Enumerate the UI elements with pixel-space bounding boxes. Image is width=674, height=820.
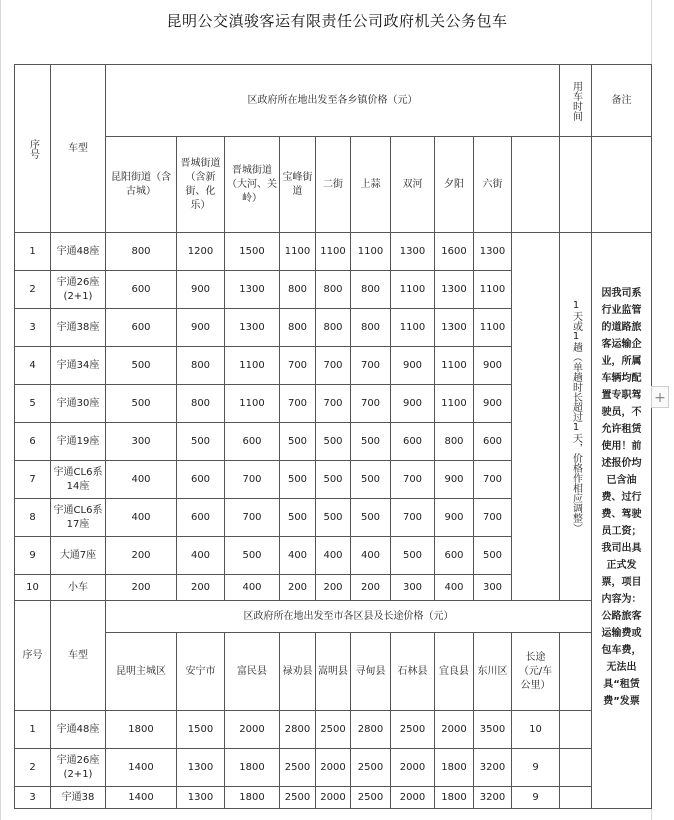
dest-header: 富民县 — [225, 633, 280, 711]
notes-cell — [592, 233, 652, 809]
section2-header-row — [15, 601, 652, 633]
price-cell: 700 — [316, 347, 351, 385]
price-cell: 500 — [351, 423, 391, 461]
price-cell: 1200 — [177, 233, 225, 271]
price-cell: 2500 — [351, 787, 391, 809]
price-cell: 1300 — [435, 309, 474, 347]
price-cell: 600 — [106, 309, 177, 347]
vehicle-type-cell: 宇通19座 — [51, 423, 106, 461]
price-cell: 500 — [177, 423, 225, 461]
price-cell: 400 — [316, 537, 351, 575]
price-cell: 9 — [512, 749, 560, 787]
price-cell: 2500 — [316, 711, 351, 749]
price-cell: 1800 — [225, 749, 280, 787]
vehicle-type-cell: 宇通38座 — [51, 309, 106, 347]
vehicle-type-cell: 宇通48座 — [51, 711, 106, 749]
price-cell: 1300 — [177, 787, 225, 809]
price-cell: 800 — [106, 233, 177, 271]
seq-cell: 6 — [15, 423, 51, 461]
price-cell: 1100 — [225, 385, 280, 423]
price-cell: 1100 — [391, 271, 435, 309]
seq-cell: 2 — [15, 749, 51, 787]
price-cell: 1300 — [177, 749, 225, 787]
vehicle-type-cell: 宇通30座 — [51, 385, 106, 423]
price-cell: 2000 — [391, 749, 435, 787]
price-cell: 400 — [435, 575, 474, 601]
dest-header: 晋城街道（大河、关岭） — [225, 137, 280, 233]
price-cell: 800 — [280, 271, 316, 309]
section1-title: 区政府所在地出发至各乡镇价格（元） — [106, 65, 560, 137]
header-row-1 — [15, 65, 652, 137]
price-cell: 1300 — [474, 233, 512, 271]
time-blank — [560, 633, 592, 711]
time-blank — [560, 137, 592, 233]
price-cell: 1800 — [225, 787, 280, 809]
price-cell: 700 — [391, 461, 435, 499]
price-cell: 500 — [351, 461, 391, 499]
price-cell: 600 — [474, 423, 512, 461]
price-cell: 2000 — [225, 711, 280, 749]
price-cell: 3200 — [474, 787, 512, 809]
blank-cell — [512, 233, 560, 601]
price-cell: 800 — [177, 347, 225, 385]
price-cell: 500 — [280, 499, 316, 537]
price-cell: 1100 — [316, 233, 351, 271]
price-cell: 900 — [435, 461, 474, 499]
price-cell: 900 — [177, 271, 225, 309]
table-row — [15, 233, 652, 271]
price-cell: 500 — [351, 499, 391, 537]
price-cell: 800 — [435, 423, 474, 461]
price-cell: 1100 — [474, 309, 512, 347]
price-cell: 900 — [391, 347, 435, 385]
time-blank — [560, 787, 592, 809]
price-cell: 400 — [177, 537, 225, 575]
dest-header: 晋城街道（含新街、化乐） — [177, 137, 225, 233]
price-cell: 200 — [177, 575, 225, 601]
price-cell: 300 — [474, 575, 512, 601]
seq-cell: 9 — [15, 537, 51, 575]
price-cell: 200 — [106, 575, 177, 601]
price-cell: 700 — [280, 347, 316, 385]
price-cell: 800 — [280, 309, 316, 347]
price-cell: 600 — [391, 423, 435, 461]
price-cell: 2800 — [351, 711, 391, 749]
price-cell: 800 — [177, 385, 225, 423]
price-cell: 1300 — [435, 271, 474, 309]
dest-header: 六街 — [474, 137, 512, 233]
seq-cell: 7 — [15, 461, 51, 499]
price-cell: 200 — [280, 575, 316, 601]
seq-cell: 3 — [15, 309, 51, 347]
expand-plus-button[interactable]: + — [651, 386, 669, 408]
section2-title: 区政府所在地出发至市各区县及长途价格（元） — [106, 601, 592, 633]
price-cell: 1800 — [435, 749, 474, 787]
price-cell: 500 — [280, 461, 316, 499]
price-cell: 1100 — [474, 271, 512, 309]
dest-header: 嵩明县 — [316, 633, 351, 711]
dest-header: 宜良县 — [435, 633, 474, 711]
price-cell: 1400 — [106, 787, 177, 809]
seq-cell: 2 — [15, 271, 51, 309]
vehicle-type-cell: 大通7座 — [51, 537, 106, 575]
price-cell: 700 — [391, 499, 435, 537]
price-cell: 1500 — [177, 711, 225, 749]
dest-header: 上蒜 — [351, 137, 391, 233]
price-cell: 700 — [474, 461, 512, 499]
header-row-2 — [15, 137, 652, 233]
table-row — [15, 787, 652, 809]
vehicle-type-cell: 宇通26座(2+1) — [51, 749, 106, 787]
seq-cell: 8 — [15, 499, 51, 537]
price-cell: 400 — [106, 461, 177, 499]
price-cell: 500 — [280, 423, 316, 461]
price-cell: 2800 — [280, 711, 316, 749]
section2-destination-row — [15, 633, 652, 711]
price-cell: 9 — [512, 787, 560, 809]
price-cell: 900 — [474, 347, 512, 385]
notes-header: 备注 — [592, 65, 652, 137]
price-cell: 1100 — [435, 347, 474, 385]
price-cell: 400 — [280, 537, 316, 575]
price-cell: 2000 — [316, 787, 351, 809]
price-cell: 900 — [177, 309, 225, 347]
time-blank — [560, 749, 592, 787]
vehicle-type-cell: 宇通48座 — [51, 233, 106, 271]
price-cell: 700 — [280, 385, 316, 423]
price-cell: 1100 — [280, 233, 316, 271]
usage-time-cell — [560, 233, 592, 601]
dest-header: 昆阳街道（含古城） — [106, 137, 177, 233]
type-header: 车型 — [51, 601, 106, 711]
table-row — [15, 749, 652, 787]
dest-header: 东川区 — [474, 633, 512, 711]
price-cell: 900 — [435, 499, 474, 537]
price-cell: 1500 — [225, 233, 280, 271]
price-cell: 1100 — [351, 233, 391, 271]
seq-cell: 4 — [15, 347, 51, 385]
price-cell: 400 — [106, 499, 177, 537]
price-cell: 500 — [316, 423, 351, 461]
price-cell: 500 — [474, 537, 512, 575]
price-cell: 2500 — [391, 711, 435, 749]
dest-header: 夕阳 — [435, 137, 474, 233]
price-cell: 600 — [106, 271, 177, 309]
price-cell: 1100 — [435, 385, 474, 423]
price-cell: 700 — [351, 347, 391, 385]
price-cell: 1300 — [225, 309, 280, 347]
price-cell: 900 — [474, 385, 512, 423]
price-cell: 1100 — [225, 347, 280, 385]
page-left-border — [0, 0, 1, 820]
seq-cell: 1 — [15, 233, 51, 271]
price-cell: 500 — [391, 537, 435, 575]
vehicle-type-cell: 宇通26座(2+1) — [51, 271, 106, 309]
price-cell: 600 — [435, 537, 474, 575]
price-cell: 2000 — [316, 749, 351, 787]
price-cell: 200 — [316, 575, 351, 601]
price-cell: 2500 — [280, 749, 316, 787]
price-cell: 500 — [106, 385, 177, 423]
price-cell: 1100 — [391, 309, 435, 347]
price-cell: 2000 — [435, 711, 474, 749]
fare-table — [14, 64, 652, 809]
price-cell: 800 — [351, 271, 391, 309]
seq-cell: 10 — [15, 575, 51, 601]
page-title: 昆明公交滇骏客运有限责任公司政府机关公务包车 — [166, 12, 508, 30]
price-cell: 700 — [474, 499, 512, 537]
dest-header: 双河 — [391, 137, 435, 233]
dest-header: 昆明主城区 — [106, 633, 177, 711]
price-cell: 800 — [316, 309, 351, 347]
price-cell: 3500 — [474, 711, 512, 749]
time-blank — [560, 711, 592, 749]
price-cell: 1600 — [435, 233, 474, 271]
price-cell: 600 — [177, 461, 225, 499]
price-cell: 2500 — [351, 749, 391, 787]
seq-cell: 3 — [15, 787, 51, 809]
price-cell: 300 — [391, 575, 435, 601]
vehicle-type-cell: 宇通CL6系17座 — [51, 499, 106, 537]
dest-header: 禄劝县 — [280, 633, 316, 711]
price-cell: 600 — [225, 423, 280, 461]
vehicle-type-cell: 宇通CL6系14座 — [51, 461, 106, 499]
price-cell: 600 — [177, 499, 225, 537]
price-cell: 500 — [225, 537, 280, 575]
price-cell: 400 — [225, 575, 280, 601]
price-cell: 2500 — [280, 787, 316, 809]
price-cell: 200 — [351, 575, 391, 601]
seq-header: 序号 — [15, 601, 51, 711]
notes-text: 因我司系行业监管的道路旅客运输企业，所属车辆均配置专职驾驶员，不允许租赁使用！前述报价均已含油费、过行费、驾驶员工资；我司出具正式发票，项目内容为：公路旅客运输费或包车费，无法出具“租赁费”发票 — [601, 288, 642, 707]
price-cell: 800 — [351, 309, 391, 347]
price-cell: 10 — [512, 711, 560, 749]
price-cell: 700 — [351, 385, 391, 423]
time-header: 用车时间 — [560, 65, 592, 137]
price-cell: 900 — [391, 385, 435, 423]
price-cell: 1800 — [435, 787, 474, 809]
vehicle-type-cell: 小车 — [51, 575, 106, 601]
price-cell: 1400 — [106, 749, 177, 787]
price-cell: 500 — [316, 499, 351, 537]
blank-cell — [512, 137, 560, 233]
price-cell: 800 — [316, 271, 351, 309]
price-cell: 700 — [225, 499, 280, 537]
price-cell: 200 — [106, 537, 177, 575]
vehicle-type-cell: 宇通38 — [51, 787, 106, 809]
dest-header: 寻甸县 — [351, 633, 391, 711]
price-cell: 1300 — [391, 233, 435, 271]
price-cell: 700 — [225, 461, 280, 499]
price-cell: 500 — [106, 347, 177, 385]
price-cell: 1800 — [106, 711, 177, 749]
notes-blank — [592, 137, 652, 233]
price-cell: 700 — [316, 385, 351, 423]
type-header: 车型 — [51, 65, 106, 233]
seq-header: 序号 — [15, 65, 51, 233]
usage-time-text: 1天或1趟（单趟时长超过1天，价格作相应调整） — [570, 300, 582, 533]
dest-header: 石林县 — [391, 633, 435, 711]
dest-header: 长途（元/车公里） — [512, 633, 560, 711]
price-cell: 300 — [106, 423, 177, 461]
seq-cell: 5 — [15, 385, 51, 423]
vehicle-type-cell: 宇通34座 — [51, 347, 106, 385]
price-cell: 1300 — [225, 271, 280, 309]
dest-header: 安宁市 — [177, 633, 225, 711]
price-cell: 400 — [351, 537, 391, 575]
seq-cell: 1 — [15, 711, 51, 749]
table-row — [15, 711, 652, 749]
price-cell: 500 — [316, 461, 351, 499]
dest-header: 二街 — [316, 137, 351, 233]
price-cell: 3200 — [474, 749, 512, 787]
price-cell: 2000 — [391, 787, 435, 809]
dest-header: 宝峰街道 — [280, 137, 316, 233]
